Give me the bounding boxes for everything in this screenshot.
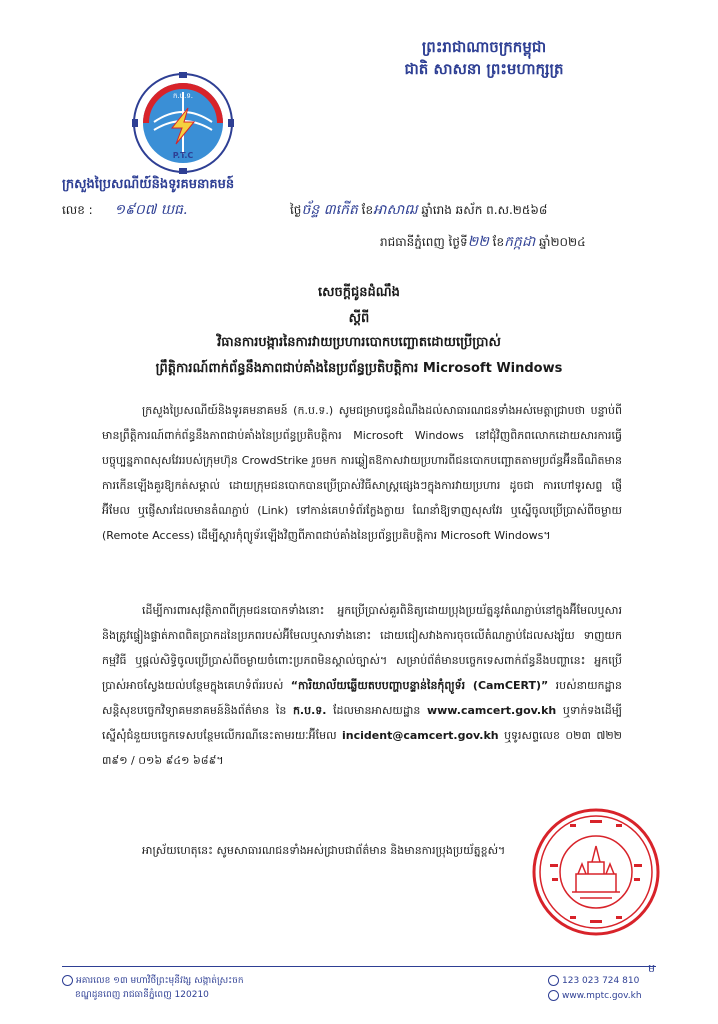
ministry-abbrev: ក.ប.ទ. [292, 704, 327, 717]
camcert-name: “ការិយាល័យឆ្លើយតបបញ្ហាបន្ទាន់នៃកុំព្យូទ័រ (CamCERT)” [290, 679, 549, 692]
body-paragraph-2-text: ដើម្បីការពារសុវត្ថិភាពពីក្រុមជនបោកទាំងនោះ អ្នកប្រើប្រាស់គួរពិនិត្យដោយប្រុងប្រយ័ត្ននូវតំណភ្ជាប់នៅក្នុងអ៊ីមែលឬសារ និងត្រូវផ្ទៀងផ្ទាត់ភាពពិតប្រាកដនៃប្រភពរបស់អ៊ីមែលឬសារទាំងនោះ ដោយជៀសវាងការចុចលើតំណភ្ជាប់ដែលសង្ស័យ ទាញយកកម្មវិធី ឬផ្តល់សិទ្ធិចូលប្រើប្រាស់ពីចម្ងាយចំពោះប្រភពមិនស្គាល់ច្បាស់។ សម្រាប់ព័ត៌មានបច្ចេកទេសពាក់ព័ន្ធនឹងបញ្ហានេះ អ្នកប្រើប្រាស់អាចស្វែងយល់បន្ថែមក្នុងគេហទំព័ររបស់ [102, 604, 622, 692]
title-line-2: ស្តីពី [348, 311, 370, 326]
location-pin-icon [62, 975, 73, 986]
lunar-month-handwritten: អាសាឍ [373, 202, 418, 218]
kingdom-line-1: ព្រះរាជាណាចក្រកម្ពុជា [421, 38, 547, 56]
body-paragraph-2-mid2: ដែលមានអាសយដ្ឋាន [326, 704, 427, 717]
footer-phone: 123 023 724 810 [562, 976, 640, 986]
incident-email: incident@camcert.gov.kh [342, 729, 499, 742]
body-paragraph-1-text: ក្រសួងប្រៃសណីយ៍និងទូរគមនាគមន៍ (ក.ប.ទ.) សូមជម្រាបជូនដំណឹងដល់សាធារណជនទាំងអស់មេត្តាជ្រាបថា បន្ទាប់ពីមានព្រឹត្តិការណ៍ពាក់ព័ន្ធនឹងភាពជាប់គាំងនៃប្រព័ន្ធប្រតិបត្តិការ Microsoft Windows នៅជុំវិញពិភពលោកដោយសារការធ្វើបច្ចុប្បន្នភាពសុសវែររបស់ក្រុមហ៊ុន CrowdStrike រួចមក ការឆ្លៀតឱកាសវាយប្រហារពីជនបោកបញ្ឆោតតាមប្រព័ន្ធអ៊ីនធឺណិតមានការកើនឡើងគួរឱ្យកត់សម្គាល់ ដោយក្រុមជនបោកបានប្រើប្រាស់វិធីសាស្រ្តផ្សេងៗក្នុងការវាយប្រហារ ដូចជា ការហៅទូរសព្ទ ផ្ញើអ៊ីមែល ឬផ្ញើសារដែលមានតំណភ្ជាប់ (Link) ទៅកាន់គេហទំព័រក្លែងក្លាយ ណែនាំឱ្យទាញសុសវែរ ឬស្នើចូលប្រើប្រាស់ពីចម្ងាយ (Remote Access) ដើម្បីស្តារកុំព្យូទ័រឡើងវិញពីភាពជាប់គាំងនៃប្រព័ន្ធប្រតិបត្តិការ Microsoft Windows។ [102, 404, 622, 542]
place-date-prefix: រាជធានីភ្នំពេញ ថ្ងៃទី [380, 235, 468, 249]
kingdom-line-2: ជាតិ សាសនា ព្រះមហាក្សត្រ [404, 60, 564, 78]
title-line-1: សេចក្តីជូនដំណឹង [318, 285, 400, 300]
title-line-4: ព្រឹត្តិការណ៍ពាក់ព័ន្ធនឹងភាពជាប់គាំងនៃប្រព័ន្ធប្រតិបត្តិការ Microsoft Windows [155, 361, 563, 376]
camcert-website: www.camcert.gov.kh [426, 704, 557, 717]
ministry-name: ក្រសួងប្រៃសណីយ៍និងទូរគមនាគមន៍ [62, 177, 235, 192]
footer-divider [62, 966, 656, 967]
body-paragraph-2 [102, 598, 622, 773]
ministry-logo [132, 72, 234, 174]
lunar-year: ឆ្នាំរោង ឆស័ក ព.ស.២៥៦៨ [421, 203, 548, 217]
year: ឆ្នាំ២០២៤ [539, 235, 586, 249]
footer-address [62, 974, 244, 1002]
footer-website[interactable]: www.mptc.gov.kh [562, 991, 642, 1001]
page-mark: ម [648, 962, 655, 975]
lunar-date-prefix: ថ្ងៃ [290, 203, 302, 217]
place-date [380, 232, 586, 253]
ref-number-value: ១៩០៧ ឃធ. [114, 202, 188, 218]
body-paragraph-2-mid: របស់នាយកដ្ឋានសន្តិសុខបច្ចេកវិទ្យាគមនាគមន៍និងព័ត៌មាន នៃ [102, 679, 622, 717]
phone-icon [548, 975, 559, 986]
body-paragraph-3-text: អាស្រ័យហេតុនេះ សូមសាធារណជនទាំងអស់ជ្រាបជាព័ត៌មាន និងមានការប្រុងប្រយ័ត្នខ្ពស់។ [142, 844, 506, 857]
footer-contact [548, 974, 642, 1004]
address-line-1: អគារលេខ ១៣ មហាវិថីព្រះមុនីវង្ស សង្កាត់ស្រះចក [76, 976, 244, 986]
lunar-date [290, 200, 547, 221]
lunar-month-prefix: ខែ [361, 203, 374, 217]
month-handwritten: កក្កដា [504, 234, 536, 250]
body-paragraph-2-end: ឬទូរសព្ទលេខ ០២៣ ៧២២ ៣៩១ / ០១៦ ៩៤១ ៦៨៩។ [102, 729, 622, 767]
month-prefix: ខែ [492, 235, 505, 249]
official-seal [530, 806, 662, 938]
address-line-2: ខណ្ឌដូនពេញ រាជធានីភ្នំពេញ 120210 [75, 990, 209, 1000]
ref-label: លេខ : [62, 203, 93, 217]
title-line-3: វិធានការបង្ការនៃការវាយប្រហារបោកបញ្ឆោតដោយប្រើប្រាស់ [217, 335, 501, 350]
logo-top-text: ក.ប.ទ. [172, 92, 194, 100]
globe-icon [548, 990, 559, 1001]
logo-bottom-text: P.T.C [172, 151, 194, 160]
kingdom-header [0, 36, 718, 80]
day-handwritten: ២២ [467, 234, 489, 250]
body-paragraph-2-mid3: ឬទាក់ទងដើម្បីស្នើសុំជំនួយបច្ចេកទេសបន្ថែមលើករណីនេះតាមរយៈអ៊ីមែល [102, 704, 623, 742]
body-paragraph-1 [102, 398, 622, 548]
lunar-day-handwritten: ច័ន្ទ ៣កើត [301, 202, 358, 218]
reference-number [62, 200, 187, 221]
